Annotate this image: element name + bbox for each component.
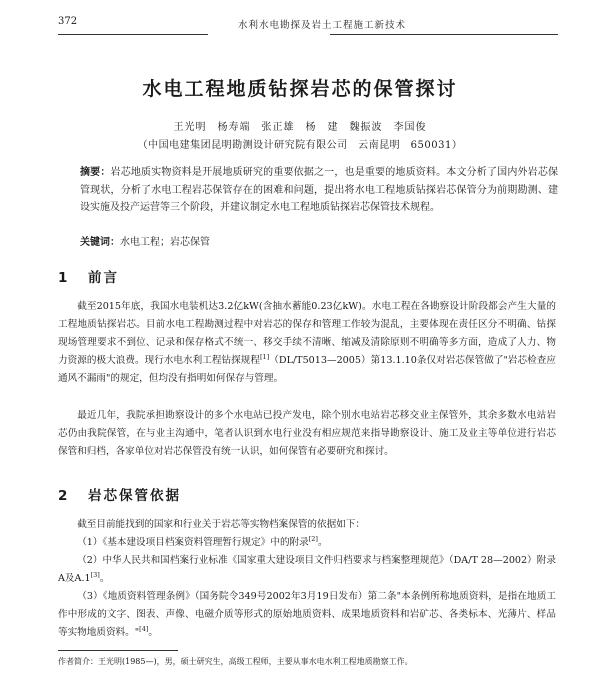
paragraph: 截至2015年底，我国水电装机达3.2亿kW(含抽水蓄能0.23亿kW)。水电工程在各勘察设计阶段都会产生大量的工程地质钻探岩芯。目前水电工程勘测过程中对岩芯的保存和管理工作较为混乱，主要体现在责任区分不明确、钻探现场管理要求不到位、记录和保存格式不统一、移交手续不清晰、缩减及清除原则不明确等多方面，造成了人力、物力资源的极大浪费。现行水电水利工程钻探规程[1]（DL/T5013—2005）第13.1.10条仅对岩芯保管做了"岩芯检查应通风不漏雨"的规定，但均没有指明如何保存与管理。 xyxy=(58,301,556,384)
section-title: 前言 xyxy=(88,270,119,286)
citation: [3] xyxy=(90,570,100,579)
section-heading-1 xyxy=(58,266,119,286)
running-header xyxy=(58,16,558,34)
affiliation: （中国电建集团昆明勘测设计研究院有限公司 云南昆明 650031） xyxy=(137,140,463,151)
paragraph: 最近几年，我院承担勘察设计的多个水电站已投产发电，除个别水电站岩芯移交业主保管外，其余多数水电站岩芯仍由我院保管，在与业主沟通中，笔者认识到水电行业没有相应规范来指导勘察设计、施工及业主等单位进行岩芯保管和归档，各家单位对岩芯保管没有统一认识，如何保管有必要研究和探讨。 xyxy=(58,410,556,457)
keywords-text: 水电工程；岩芯保管 xyxy=(120,237,210,248)
author-footnote: 作者简介：王光明(1985—)，男，硕士研究生，高级工程师，主要从事水电水利工程地质勘察工作。 xyxy=(58,657,413,666)
footnote-rule xyxy=(58,650,178,651)
author-list: 王光明 杨寿端 张正雄 杨 建 魏振波 李国俊 xyxy=(173,122,427,133)
citation: [2] xyxy=(308,534,318,543)
section-number: 2 xyxy=(58,488,70,504)
abstract-text: 岩芯地质实物资料是开展地质研究的重要依据之一，也是重要的地质资料。本文分析了国内外岩芯保管现状，分析了水电工程岩芯保管存在的困难和问题，提出将水电工程地质钻探岩芯保管分为前期勘测、建设实施及投产运营等三个阶段，并建议制定水电工程地质钻探岩芯保管技术规程。 xyxy=(80,167,559,213)
abstract xyxy=(80,164,558,217)
list-item: （1）《基本建设项目档案资料管理暂行规定》中的附录[2]。 xyxy=(77,534,328,548)
section-heading-2 xyxy=(58,484,181,504)
citation: [1] xyxy=(260,352,270,361)
paragraph: 截至目前能找到的国家和行业关于岩芯等实物档案保管的依据如下： xyxy=(77,519,365,530)
citation: [4] xyxy=(139,624,149,633)
page-number: 372 xyxy=(58,16,78,27)
keywords xyxy=(80,234,558,251)
header-rule-left xyxy=(58,34,208,35)
paper-title: 水电工程地质钻探岩芯的保管探讨 xyxy=(142,78,458,100)
header-rule-right xyxy=(330,34,558,35)
list-item: （3）《地质资料管理条例》（国务院令349号2002年3月19日发布）第二条"本条例所称地质资料，是指在地质工作中形成的文字、图表、声像、电磁介质等形式的原始地质资料、成果地质资料和岩矿芯、各类标本、光薄片、样品等实物地质资料。"[4]。 xyxy=(58,591,556,638)
section-number: 1 xyxy=(58,270,70,286)
section-title: 岩芯保管依据 xyxy=(88,488,181,504)
journal-name: 水利水电勘探及岩土工程施工新技术 xyxy=(238,20,407,31)
list-item: （2）中华人民共和国档案行业标准《国家重大建设项目文件归档要求与档案整理规范》（DA/T 28—2002）附录A及A.1[3]。 xyxy=(58,555,556,584)
keywords-label: 关键词： xyxy=(80,237,120,248)
abstract-label: 摘要： xyxy=(80,167,111,178)
